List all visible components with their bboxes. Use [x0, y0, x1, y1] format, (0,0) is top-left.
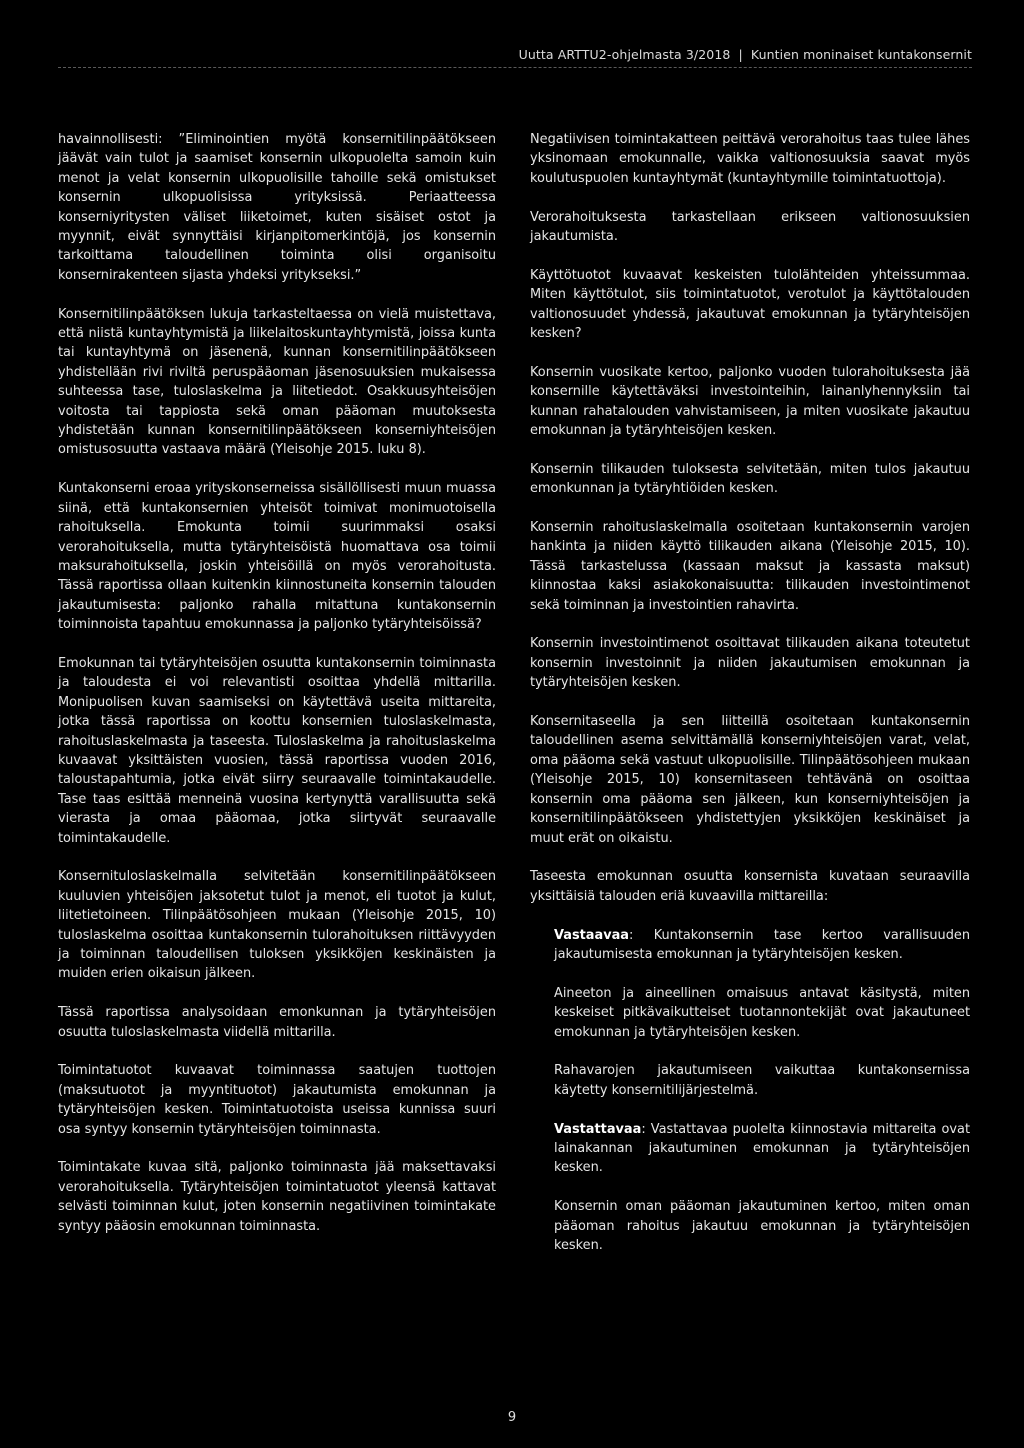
paragraph: Toimintakate kuvaa sitä, paljonko toiminnasta jää maksettavaksi verorahoituksella. Tytäryhteisöjen toimintatuotot yleensä kattavat selvästi toiminnan kulut, joten konsernin negatiivinen toimintakate syntyy pääosin emokunnan toiminnasta. [58, 1160, 496, 1234]
publication-title: Uutta ARTTU2-ohjelmasta 3/2018 [518, 47, 731, 62]
paragraph: Konsernin tilikauden tuloksesta selvitetään, miten tulos jakautuu emonkunnan ja tytäryhtiöiden kesken. [530, 461, 970, 497]
left-column [58, 130, 496, 1255]
paragraph: Emokunnan tai tytäryhteisöjen osuutta kuntakonsernin toiminnasta ja taloudesta ei voi relevantisti osoittaa yhdellä mittarilla. Monipuolisen kuvan saamiseksi on käytettävä useita mittareita, jotka tässä raportissa on koottu konsernien tuloslaskelmasta, rahoituslaskelmasta ja taseesta. Tuloslaskelma ja rahoituslaskelma kuvaavat yksittäisten vuosien, tässä raportissa vuoden 2016, taloustapahtumia, jotka eivät siirry seuraavalle toimintakaudelle. Tase taas esittää menneinä vuosina kertynyttä varallisuutta sekä vierasta ja omaa pääomaa, jotka siirtyvät seuraavalle toimintakaudelle. [58, 655, 496, 846]
section-title: Kuntien moninaiset kuntakonsernit [750, 47, 972, 62]
indented-item-oma-paaoma: Konsernin oman pääoman jakautuminen kertoo, miten oman pääoman rahoitus jakautuu emokunnan ja tytäryhteisöjen kesken. [554, 1199, 970, 1253]
paragraph: Verorahoituksesta tarkastellaan erikseen valtionosuuksien jakautumista. [530, 209, 970, 245]
header-separator: | [738, 47, 743, 62]
paragraph: Taseesta emokunnan osuutta konsernista kuvataan seuraavilla yksittäisiä talouden eriä kuvaavilla mittareilla: [530, 869, 970, 904]
paragraph: Konsernin rahoituslaskelmalla osoitetaan kuntakonsernin varojen hankinta ja niiden käyttö tilikauden aikana (Yleisohje 2015, 10). Tässä tarkastelussa (kassaan maksut ja kassasta maksut) kiinnostaa kaksi asiakokonaisuutta: tilikauden investointimenot sekä toiminnan ja investointien rahavirta. [530, 520, 970, 613]
paragraph: havainnollisesti: ”Eliminointien myötä konsernitilinpäätökseen jäävät vain tulot ja saamiset konsernin ulkopuolelta samoin kuin menot ja velat konsernin ulkopuolisille tahoille sekä omistukset konsernin ulkopuolisissa yrityksissä. Periaatteessa konserniyritysten väliset liiketoimet, kuten sisäiset ostot ja myynnit, eivät synnyttäisi kirjanpitomerkintöjä, jos konsernin tarkoittama taloudellinen toiminta olisi organisoitu konsernirakenteen sijasta yhdeksi yritykseksi.” [58, 132, 496, 283]
indented-text: : Kuntakonsernin tase kertoo varallisuuden jakautumisesta emokunnan ja tytäryhteisöjen kesken. [554, 927, 970, 962]
page-number: 9 [507, 1410, 517, 1425]
paragraph: Konsernitilinpäätöksen lukuja tarkasteltaessa on vielä muistettava, että niistä kuntayhtymistä ja liikelaitoskuntayhtymistä, joissa kunta tai kuntayhtymä on jäsenenä, kunnan konsernitilinpäätökseen yhdistellään rivi riviltä peruspääoman jäsenosuuksien mukaisessa suhteessa tase, tuloslaskelma ja liitetiedot. Osakkuusyhteisöjen voitosta tai tappiosta sekä oman pääoman muutoksesta yhdistetään kunnan konsernitilinpäätökseen konserniyhteisöjen omistusosuutta vastaava määrä (Yleisohje 2015. luku 8). [58, 306, 496, 458]
running-header [519, 47, 972, 62]
header-rule [58, 67, 972, 69]
paragraph: Konsernin investointimenot osoittavat tilikauden aikana toteutetut konsernin investoinnit ja niiden jakautumisen emokunnan ja tytäryhteisöjen kesken. [530, 636, 970, 691]
indented-item-rahavarat: Rahavarojen jakautumiseen vaikuttaa kuntakonsernissa käytetty konsernitilijärjestelmä. [554, 1063, 970, 1098]
paragraph: Käyttötuotot kuvaavat keskeisten tulolähteiden yhteissummaa. Miten käyttötulot, siis toimintatuotot, verotulot ja käyttötalouden valtionosuudet yhdessä, jakautuvat emokunnan ja tytäryhteisöjen kesken? [530, 267, 970, 342]
paragraph: Konsernin vuosikate kertoo, paljonko vuoden tulorahoituksesta jää konsernille käytettäväksi investointeihin, lainanlyhennyksiin tai kunnan rahatalouden vahvistamiseen, ja miten vuosikate jakautuu emokunnan ja tytäryhteisöjen kesken. [530, 364, 970, 439]
paragraph: Kuntakonserni eroaa yrityskonserneissa sisällöllisesti muun muassa siinä, että kuntakonsernien yhteisöt toimivat monimuotoisella rahoituksella. Emokunta toimii suurimmaksi osaksi verorahoituksella, mutta tytäryhteisöistä huomattava osa toimii maksurahoituksella, joskin yhteisöillä on myös verorahoitusta. Tässä raportissa ollaan kuitenkin kiinnostuneita konsernin talouden jakautumisesta: paljonko rahalla mitattuna kuntakonsernin toiminnoista tapahtuu emokunnassa ja paljonko tytäryhteisöissä? [58, 481, 496, 633]
indented-item-vastattavaa [530, 1120, 970, 1178]
term-vastattavaa: Vastattavaa [554, 1121, 642, 1137]
paragraph: Toimintatuotot kuvaavat toiminnassa saatujen tuottojen (maksutuotot ja myyntituotot) jakautumista emokunnan ja tytäryhteisöjen kesken. Toimintatuotoista useissa kunnissa suuri osa syntyy konsernin tytäryhteisöjen toiminnasta. [58, 1063, 496, 1137]
paragraph: Tässä raportissa analysoidaan emonkunnan ja tytäryhteisöjen osuutta tuloslaskelmasta viidellä mittarilla. [58, 1005, 496, 1040]
indented-item-aineeton: Aineeton ja aineellinen omaisuus antavat käsitystä, miten keskeiset pitkävaikutteiset tuotannontekijät ovat jakautuneet emokunnan ja tytäryhteisöjen kesken. [554, 985, 970, 1040]
paragraph: Negatiivisen toimintakatteen peittävä verorahoitus taas tulee lähes yksinomaan emokunnalle, vaikka valtionosuuksia saavat myös koulutuspuolen kuntayhtymät (kuntayhtymille toimintatuottoja). [530, 132, 970, 186]
paragraph: Konsernituloslaskelmalla selvitetään konsernitilinpäätökseen kuuluvien yhteisöjen jaksotetut tulot ja menot, eli tuotot ja kulut, liitetietoineen. Tilinpäätösohjeen mukaan (Yleisohje 2015, 10) tuloslaskelma osoittaa kuntakonsernin tulorahoituksen riittävyyden ja toiminnan taloudellisen tuloksen yksikköjen keskinäisten ja muiden erien oikaisun jälkeen. [58, 869, 496, 982]
indented-text: : Vastattavaa puolelta kiinnostavia mittareita ovat lainakannan jakautuminen emokunnan ja tytäryhteisöjen kesken. [554, 1121, 970, 1176]
indented-item-vastaavaa [530, 926, 970, 965]
paragraph: Konsernitaseella ja sen liitteillä osoitetaan kuntakonsernin taloudellinen asema selvittämällä konserniyhteisöjen varat, velat, oma pääoma sekä vastuut ulkopuolisille. Tilinpäätösohjeen mukaan (Yleisohje 2015, 10) konsernitaseen tehtävänä on osoittaa konsernin oma pääoma sen jälkeen, kun konserniyhteisöjen ja konsernitilinpäätökseen yhdistettyjen yksikköjen keskinäiset ja muut erät on oikaistu. [530, 714, 970, 846]
right-column [530, 130, 970, 1275]
term-vastaavaa: Vastaavaa [554, 927, 630, 943]
